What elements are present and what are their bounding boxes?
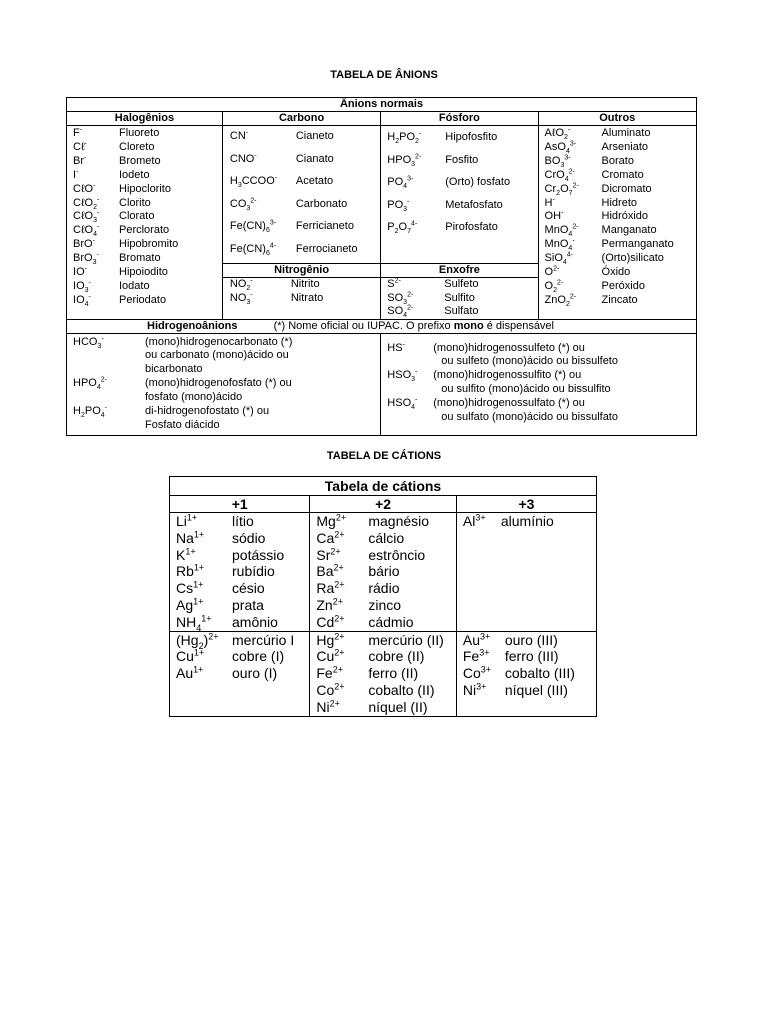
list-item xyxy=(230,278,380,292)
list-item xyxy=(545,183,696,197)
hidrogeno-header xyxy=(67,319,697,333)
formula: CNO- xyxy=(229,151,257,165)
ion-name: Carbonato xyxy=(295,197,348,210)
formula: MnO$_4$- xyxy=(544,237,575,253)
ion-name: sódio xyxy=(232,529,266,546)
formula: $Cu^{1+}$ xyxy=(176,647,205,665)
list-item xyxy=(545,127,696,141)
list-item xyxy=(176,513,309,530)
ion-name: Sulfito xyxy=(444,291,475,304)
formula: $Ca^{2+}$ xyxy=(316,529,345,546)
formula: $Fe^{2+}$ xyxy=(316,664,343,682)
formula: AℓO$_2$- xyxy=(544,126,571,142)
list-item xyxy=(176,614,309,631)
ion-name: Clorito xyxy=(119,196,151,209)
formula: $HPO_4^{2-}$ xyxy=(73,376,107,392)
formula: $P_2O_7^{4-}$ xyxy=(387,220,418,236)
ion-name: Óxido xyxy=(601,266,631,279)
ion-name: Perclorato xyxy=(119,224,170,237)
list-item xyxy=(73,169,222,183)
ion-name: magnésio xyxy=(368,513,430,529)
formula: CℓO$_3$- xyxy=(73,209,100,225)
list-item xyxy=(316,614,456,631)
col-carbono: Carbono xyxy=(222,112,380,126)
list-item xyxy=(387,197,537,213)
ion-name: Cromato xyxy=(601,168,644,181)
formula: $H_2PO_2^-$ xyxy=(387,130,422,146)
hidro-line: fosfato (mono)ácido xyxy=(145,391,243,404)
ion-name: ferro (II) xyxy=(368,665,419,682)
formula: $IO_4^-$ xyxy=(73,293,91,309)
ion-name: cobalto (III) xyxy=(504,665,575,682)
list-item xyxy=(545,266,696,280)
ion-name: césio xyxy=(232,580,265,597)
ion-name: cádmio xyxy=(368,613,414,630)
col-plus3: +3 xyxy=(456,496,596,513)
formula: HS- xyxy=(387,340,405,354)
formula: OH- xyxy=(544,209,564,223)
ion-name: Bromato xyxy=(119,252,161,265)
formula: $H_2PO_4^-$ xyxy=(73,404,108,420)
list-item xyxy=(316,547,456,564)
ion-name: mercúrio I xyxy=(232,631,295,648)
ion-name: Ferrocianeto xyxy=(295,242,358,255)
list-item xyxy=(73,252,222,266)
list-item xyxy=(316,682,456,699)
formula: $Sr^{2+}$ xyxy=(316,545,341,563)
list-item xyxy=(176,547,309,564)
list-item xyxy=(230,196,380,212)
list-item xyxy=(316,648,456,665)
list-item xyxy=(73,183,222,197)
ion-name: (Orto) fosfato xyxy=(445,176,511,188)
ion-name: cobalto (II) xyxy=(368,681,435,698)
hidro-line: $HSO_3^-$ (mono)hidrogenossulfito (*) ou xyxy=(387,368,582,384)
list-item xyxy=(316,699,456,716)
cation-table xyxy=(169,476,597,717)
ion-name: níquel (III) xyxy=(504,681,568,698)
ion-name: alumínio xyxy=(500,513,554,529)
list-item xyxy=(545,210,696,224)
list-item xyxy=(545,238,696,252)
list-item xyxy=(230,292,380,306)
formula: $Ni^{2+}$ xyxy=(316,698,340,715)
hidro-line: ou sulfito (mono)ácido ou bissulfito xyxy=(441,383,611,396)
cat-bot-1 xyxy=(170,631,310,716)
formula: $PO_4^{3-}$ xyxy=(387,175,414,191)
ion-name: Nitrito xyxy=(290,278,320,290)
formula: $O^{2-}$ xyxy=(544,265,560,279)
enxofre-cell xyxy=(381,264,538,320)
list-item xyxy=(387,129,537,145)
formula: $Cd^{2+}$ xyxy=(316,613,345,630)
ion-name: amônio xyxy=(232,613,278,630)
list-item xyxy=(230,151,380,167)
formula: $Mg^{2+}$ xyxy=(316,512,347,529)
formula: IO- xyxy=(73,265,87,279)
carbono-list xyxy=(222,126,380,264)
formula: $Fe^{3+}$ xyxy=(462,647,490,665)
list-item xyxy=(387,219,537,235)
list-item xyxy=(73,141,222,155)
ion-name: Hipoiodito xyxy=(119,266,168,279)
ion-name: Iodeto xyxy=(119,168,150,181)
ion-name: cobre (I) xyxy=(232,648,285,665)
fosforo-list xyxy=(381,126,538,264)
formula: H- xyxy=(544,195,555,209)
ion-name: Sulfeto xyxy=(444,278,479,290)
formula: $H_3CCOO^-$ xyxy=(229,174,278,190)
formula: $Hg^{2+}$ xyxy=(316,630,345,648)
formula: $Li^{1+}$ xyxy=(176,512,198,529)
list-item xyxy=(463,648,596,665)
formula: $Ag^{1+}$ xyxy=(176,596,204,613)
formula: $K^{1+}$ xyxy=(176,545,196,563)
ion-name: Cianato xyxy=(295,152,334,165)
formula: $Au^{1+}$ xyxy=(176,664,204,682)
list-item xyxy=(316,597,456,614)
ion-name: Acetato xyxy=(295,175,334,187)
list-item xyxy=(176,665,309,682)
ion-name: lítio xyxy=(232,513,254,529)
list-item xyxy=(73,127,222,141)
ion-name: Arseniato xyxy=(601,140,649,153)
list-item xyxy=(73,155,222,169)
list-item xyxy=(176,632,309,649)
ion-name: Manganato xyxy=(601,224,657,237)
list-item xyxy=(316,563,456,580)
formula: $Co^{3+}$ xyxy=(462,664,492,682)
formula: I- xyxy=(73,168,79,181)
col-outros: Outros xyxy=(538,112,696,126)
list-item xyxy=(463,665,596,682)
list-item xyxy=(73,294,222,308)
formula: $Ba^{2+}$ xyxy=(316,562,344,580)
list-item xyxy=(73,197,222,211)
list-item xyxy=(316,632,456,649)
ion-name: Peróxido xyxy=(601,279,645,292)
formula: $SO_4^{2-}$ xyxy=(387,304,414,320)
list-item xyxy=(545,252,696,266)
ion-name: Iodato xyxy=(119,279,150,292)
formula: $Na^{1+}$ xyxy=(176,529,205,546)
formula: $HPO_3^{2-}$ xyxy=(387,152,422,168)
hidro-line: $HPO_4^{2-}$ (mono)hidrogenofosfato (*) ou xyxy=(73,376,292,392)
list-item xyxy=(73,224,222,238)
ion-name: rádio xyxy=(368,580,400,597)
formula: CℓO$_2$- xyxy=(73,195,100,211)
list-item xyxy=(387,278,537,292)
hidro-line: $HCO_3^-$ (mono)hidrogenocarbonato (*) xyxy=(73,334,293,350)
anion-table xyxy=(66,97,697,436)
formula: $Al^{3+}$ xyxy=(462,512,486,529)
ion-name: potássio xyxy=(232,546,285,563)
hidro-line: Fosfato diácido xyxy=(145,418,220,431)
formula: $BO_3^{3-}$ xyxy=(544,154,571,169)
ion-name: estrôncio xyxy=(368,546,426,563)
formula: $Zn^{2+}$ xyxy=(316,596,343,613)
formula: $Fe(CN)_6^{4-}$ xyxy=(229,241,277,257)
list-item xyxy=(230,241,380,257)
formula: $Rb^{1+}$ xyxy=(176,562,205,580)
formula: $Cr_2O_7^{2-}$ xyxy=(544,181,579,197)
cat-top-3 xyxy=(456,513,596,632)
formula: $Ni^{3+}$ xyxy=(462,681,487,698)
formula: $NO_3^-$ xyxy=(229,290,253,306)
list-item xyxy=(176,648,309,665)
cat-bot-3 xyxy=(456,631,596,716)
ion-name: Dicromato xyxy=(601,182,652,195)
cat-top-2 xyxy=(310,513,457,632)
ion-name: Permanganato xyxy=(601,238,674,251)
cation-table-title: TABELA DE CÁTIONS xyxy=(326,450,442,462)
formula: CℓO- xyxy=(73,181,96,195)
cat-top-1 xyxy=(170,513,310,632)
col-halogenios: Halogênios xyxy=(67,112,223,126)
ion-name: bário xyxy=(368,563,400,580)
list-item xyxy=(387,152,537,168)
halogenios-list xyxy=(67,126,223,320)
ion-name: Cianeto xyxy=(295,130,334,142)
ion-name: Hipobromito xyxy=(119,238,179,251)
ion-name: ferro (III) xyxy=(504,648,559,665)
list-item xyxy=(230,128,380,144)
formula: $Co^{2+}$ xyxy=(316,681,345,698)
hidro-line: HS- (mono)hidrogenossulfeto (*) ou xyxy=(387,340,585,354)
formula: $CO_3^{2-}$ xyxy=(229,196,257,212)
ion-name: Zincato xyxy=(601,293,638,306)
list-item xyxy=(545,280,696,294)
formula: CN- xyxy=(229,129,249,142)
formula: $PO_3^-$ xyxy=(387,197,410,213)
ion-name: Borato xyxy=(601,154,634,167)
ion-name: zinco xyxy=(368,596,402,613)
col-fosforo: Fósforo xyxy=(381,112,538,126)
formula: $NH_4^{1+}$ xyxy=(176,613,212,633)
ion-name: Sulfato xyxy=(444,305,479,317)
ion-name: mercúrio (II) xyxy=(368,631,444,648)
ion-name: Hidróxido xyxy=(601,210,649,223)
ion-name: cobre (II) xyxy=(368,648,425,665)
ion-name: Hipoclorito xyxy=(119,182,171,195)
formula: $O_2^{2-}$ xyxy=(544,279,564,295)
list-item xyxy=(73,238,222,252)
col-nitrogenio: Nitrogênio xyxy=(223,264,380,278)
formula: $NO_2^-$ xyxy=(229,277,253,293)
list-item xyxy=(176,530,309,547)
ion-name: Hipofosfito xyxy=(445,131,498,143)
list-item xyxy=(316,530,456,547)
list-item xyxy=(463,682,596,699)
formula: $HSO_3^-$ xyxy=(387,368,418,384)
formula: F- xyxy=(73,126,83,139)
ion-name: Brometo xyxy=(119,154,161,167)
cat-bot-2 xyxy=(310,631,457,716)
formula: $(Hg_2)^{2+}$ xyxy=(176,630,219,651)
list-item xyxy=(545,197,696,211)
outros-list xyxy=(538,126,696,320)
ion-name: Fosfito xyxy=(445,153,479,166)
ion-name: cálcio xyxy=(368,529,405,546)
list-item xyxy=(230,218,380,234)
list-item xyxy=(73,266,222,280)
list-item xyxy=(316,665,456,682)
formula: CrO$_4^{2-}$ xyxy=(544,168,575,183)
formula: SiO$_4^{4-}$ xyxy=(544,251,574,267)
formula: $HCO_3^-$ xyxy=(73,334,104,350)
list-item xyxy=(545,141,696,155)
list-item xyxy=(73,280,222,294)
hidro-left xyxy=(67,333,381,435)
list-item xyxy=(545,155,696,169)
list-item xyxy=(176,580,309,597)
hidrogeno-note: (*) Nome oficial ou IUPAC. O prefixo mono é dispensável xyxy=(273,319,554,332)
list-item xyxy=(73,210,222,224)
list-item xyxy=(316,580,456,597)
ion-name: ouro (III) xyxy=(504,631,558,648)
ion-name: Periodato xyxy=(119,293,167,306)
formula: Cℓ- xyxy=(73,140,87,153)
hidro-line: $H_2PO_4^-$ di-hidrogenofostato (*) ou xyxy=(73,404,270,420)
formula: BrO- xyxy=(73,237,95,251)
anion-table-title: TABELA DE ÂNIONS xyxy=(330,69,438,81)
ion-name: Metafosfato xyxy=(445,198,503,211)
ion-name: Fluoreto xyxy=(119,127,160,139)
ion-name: Pirofosfato xyxy=(445,221,498,233)
formula: $Au^{3+}$ xyxy=(462,630,491,648)
formula: CℓO$_4$- xyxy=(73,223,100,239)
ion-name: Hidreto xyxy=(601,196,638,209)
ion-name: rubídio xyxy=(232,563,275,580)
col-enxofre: Enxofre xyxy=(381,264,537,278)
hidro-line: ou sulfeto (mono)ácido ou bissulfeto xyxy=(441,355,618,368)
col-plus1: +1 xyxy=(170,496,310,513)
list-item xyxy=(176,597,309,614)
formula: $S^{2-}$ xyxy=(387,277,401,290)
ion-name: ouro (I) xyxy=(232,665,278,682)
ion-name: prata xyxy=(232,596,264,613)
cation-header: Tabela de cátions xyxy=(170,477,597,496)
list-item xyxy=(176,563,309,580)
list-item xyxy=(545,169,696,183)
hidro-line: ou carbonato (mono)ácido ou xyxy=(145,349,289,362)
formula: AsO$_4^{3-}$ xyxy=(544,140,577,156)
formula: $Cs^{1+}$ xyxy=(176,579,204,597)
hidro-line: ou sulfato (mono)ácido ou bissulfato xyxy=(441,411,618,424)
hidro-line: $HSO_4^-$ (mono)hidrogenossulfato (*) ou xyxy=(387,396,585,412)
formula: ZnO$_2^{2-}$ xyxy=(544,293,577,309)
formula: $HSO_4^-$ xyxy=(387,396,418,412)
ion-name: Clorato xyxy=(119,210,155,223)
col-plus2: +2 xyxy=(310,496,457,513)
ion-name: Cloreto xyxy=(119,140,155,153)
list-item xyxy=(387,305,537,319)
ion-name: Aluminato xyxy=(601,127,651,139)
ion-name: (Orto)silicato xyxy=(601,252,664,265)
formula: $Cu^{2+}$ xyxy=(316,647,345,665)
list-item xyxy=(463,513,596,530)
list-item xyxy=(387,174,537,190)
ion-name: níquel (II) xyxy=(368,698,428,715)
formula: $SO_3^{2-}$ xyxy=(387,290,414,306)
list-item xyxy=(316,513,456,530)
ion-name: Ferricianeto xyxy=(295,220,354,232)
list-item xyxy=(545,294,696,308)
formula: BrO$_3$- xyxy=(73,251,99,267)
anion-normal-header: Ânions normais xyxy=(67,98,697,112)
list-item xyxy=(463,632,596,649)
formula: $Ra^{2+}$ xyxy=(316,579,345,597)
formula: MnO$_4^{2-}$ xyxy=(544,223,579,239)
formula: $IO_3^-$ xyxy=(73,279,91,295)
list-item xyxy=(387,292,537,306)
list-item xyxy=(545,224,696,238)
ion-name: Nitrato xyxy=(290,291,324,304)
nitrogenio-cell xyxy=(222,264,380,320)
hidro-right xyxy=(381,333,697,435)
hidrogeno-title: Hidrogenoânions xyxy=(147,319,238,332)
list-item xyxy=(230,173,380,189)
formula: Br- xyxy=(73,154,87,167)
formula: $Fe(CN)_6^{3-}$ xyxy=(229,219,277,235)
hidro-line: bicarbonato xyxy=(145,363,203,376)
